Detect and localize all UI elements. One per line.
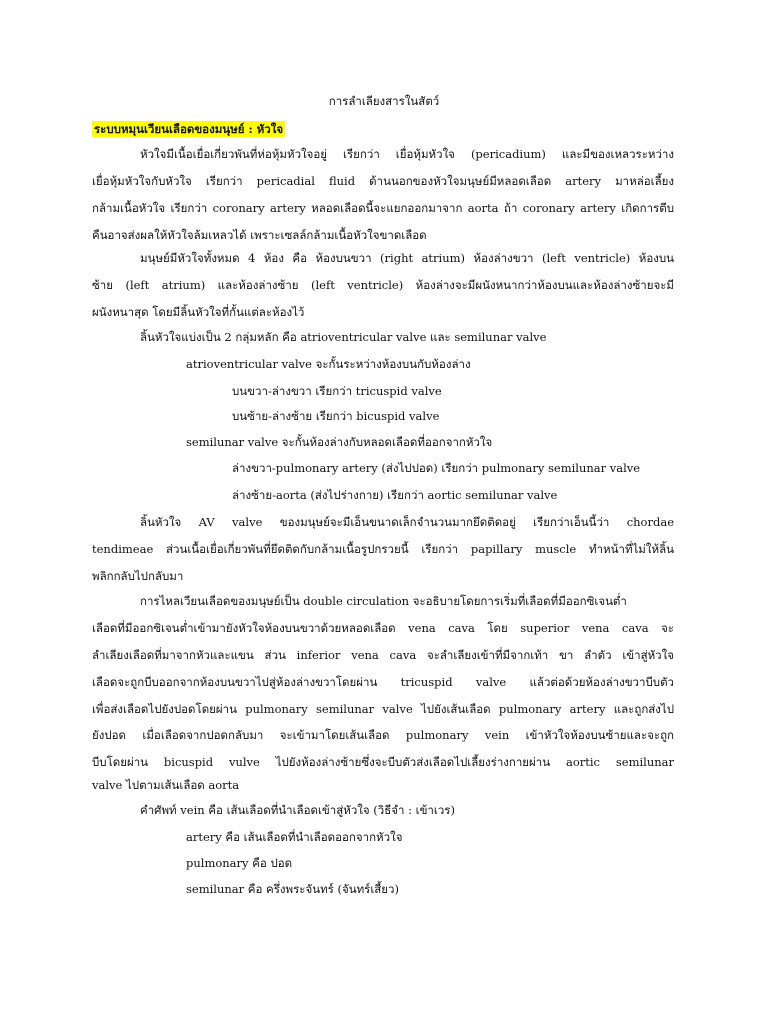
vocab-item: artery คือ เส้นเลือดที่นำเลือดออกจากหัวใจ bbox=[186, 830, 403, 844]
paragraph-line: การไหลเวียนเลือดของมนุษย์เป็น double circulation จะอธิบายโดยการเริ่มที่เลือดที่มีออกซิเจนต่ำ bbox=[140, 594, 627, 608]
paragraph-line: ลิ้นหัวใจแบ่งเป็น 2 กลุ่มหลัก คือ atrioventricular valve และ semilunar valve bbox=[140, 330, 547, 344]
paragraph-line: หัวใจมีเนื้อเยื่อเกี่ยวพันที่ห่อหุ้มหัวใจอยู่ เรียกว่า เยื่อหุ้มหัวใจ (pericadium) และมีของเหลวระหว่าง bbox=[140, 147, 674, 161]
list-item: บนขวา-ล่างขวา เรียกว่า tricuspid valve bbox=[232, 384, 442, 398]
list-item: atrioventricular valve จะกั้นระหว่างห้องบนกับห้องล่าง bbox=[186, 357, 471, 371]
paragraph-line: มนุษย์มีหัวใจทั้งหมด 4 ห้อง คือ ห้องบนขวา (right atrium) ห้องล่างขวา (left ventricle) ห้องบน bbox=[140, 251, 674, 265]
paragraph-line: ผนังหนาสุด โดยมีลิ้นหัวใจที่กั้นแต่ละห้องไว้ bbox=[92, 305, 305, 319]
paragraph-line: เยื่อหุ้มหัวใจกับหัวใจ เรียกว่า pericadial fluid ด้านนอกของหัวใจมนุษย์มีหลอดเลือด artery มาหล่อเลี้ยง bbox=[92, 174, 674, 188]
list-item: ล่างซ้าย-aorta (ส่งไปร่างกาย) เรียกว่า aortic semilunar valve bbox=[232, 488, 558, 502]
paragraph-line: บีบโดยผ่าน bicuspid vulve ไปยังห้องล่างซ้ายซึ่งจะบีบตัวส่งเลือดไปเลี้ยงร่างกายผ่าน aortic semilunar bbox=[92, 755, 674, 769]
vocab-item: คำศัพท์ vein คือ เส้นเลือดที่นำเลือดเข้าสู่หัวใจ (วิธีจำ : เข้าเวร) bbox=[140, 803, 455, 817]
paragraph-line: valve ไปตามเส้นเลือด aorta bbox=[92, 778, 240, 792]
paragraph-line: ซ้าย (left atrium) และห้องล่างซ้าย (left ventricle) ห้องล่างจะมีผนังหนากว่าห้องบนและห้องล่างซ้ายจะมี bbox=[92, 278, 674, 292]
paragraph-line: เลือดจะถูกบีบออกจากห้องบนขวาไปสู่ห้องล่างขวาโดยผ่าน tricuspid valve แล้วต่อด้วยห้องล่างขวาบีบตัว bbox=[92, 675, 674, 689]
vocab-item: semilunar คือ ครึ่งพระจันทร์ (จันทร์เสี้ยว) bbox=[186, 882, 399, 896]
vocab-item: pulmonary คือ ปอด bbox=[186, 856, 293, 870]
paragraph-line: ลำเลียงเลือดที่มาจากหัวและแขน ส่วน inferior vena cava จะลำเลียงเข้าที่มีจากเท้า ขา ลำตัว เข้าสู่หัวใจ bbox=[92, 648, 674, 662]
paragraph-line: คืนอาจส่งผลให้หัวใจล้มเหลวได้ เพราะเซลล์กล้ามเนื้อหัวใจขาดเลือด bbox=[92, 228, 427, 242]
paragraph-line: เลือดที่มีออกซิเจนต่ำเข้ามายังหัวใจห้องบนขวาด้วยหลอดเลือด vena cava โดย superior vena cava จะ bbox=[92, 621, 674, 635]
list-item: semilunar valve จะกั้นห้องล่างกับหลอดเลือดที่ออกจากหัวใจ bbox=[186, 435, 493, 449]
list-item: บนซ้าย-ล่างซ้าย เรียกว่า bicuspid valve bbox=[232, 409, 440, 423]
paragraph-line: ลิ้นหัวใจ AV valve ของมนุษย์จะมีเอ็นขนาดเล็กจำนวนมากยึดติดอยู่ เรียกว่าเอ็นนี้ว่า chordae bbox=[140, 515, 674, 529]
paragraph-line: กล้ามเนื้อหัวใจ เรียกว่า coronary artery หลอดเลือดนี้จะแยกออกมาจาก aorta ถ้า coronary artery เกิดการตีบ bbox=[92, 201, 674, 215]
paragraph-line: พลิกกลับไปกลับมา bbox=[92, 569, 184, 583]
paragraph-line: ยังปอด เมื่อเลือดจากปอดกลับมา จะเข้ามาโดยเส้นเลือด pulmonary vein เข้าหัวใจห้องบนซ้ายและจะถูก bbox=[92, 728, 674, 742]
list-item: ล่างขวา-pulmonary artery (ส่งไปปอด) เรียกว่า pulmonary semilunar valve bbox=[232, 461, 641, 475]
paragraph-line: tendimeae ส่วนเนื้อเยื่อเกี่ยวพันที่ยึดติดกับกล้ามเนื้อรูปกรวยนี้ เรียกว่า papillary muscle ทำหน้าที่ไม่ให้ลิ้น bbox=[92, 542, 674, 556]
section-heading: ระบบหมุนเวียนเลือดของมนุษย์ : หัวใจ bbox=[94, 122, 284, 136]
document-title: การลำเลียงสารในสัตว์ bbox=[328, 94, 440, 108]
paragraph-line: เพื่อส่งเลือดไปยังปอดโดยผ่าน pulmonary semilunar valve ไปยังเส้นเลือด pulmonary artery และถูกส่งไป bbox=[92, 702, 674, 716]
